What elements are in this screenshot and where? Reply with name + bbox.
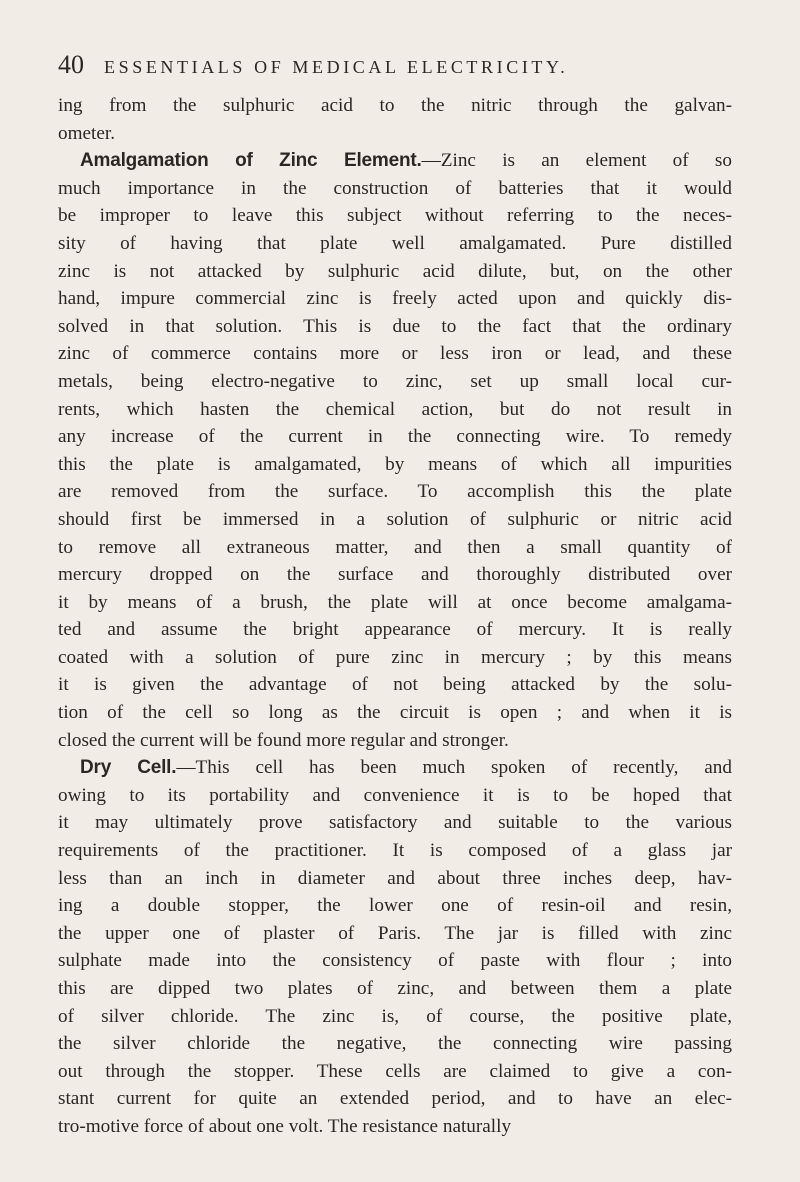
text-line <box>58 589 732 617</box>
text-line <box>58 506 732 534</box>
text-line <box>58 727 732 755</box>
line-text: —Zinc is an element of so <box>421 150 732 172</box>
line-text: the upper one of plaster of Paris. The jar is filled with zinc <box>58 922 732 944</box>
text-line <box>58 616 732 644</box>
line-text: sity of having that plate well amalgamated. Pure distilled <box>58 232 732 254</box>
line-text: —This cell has been much spoken of recently, and <box>176 757 732 779</box>
text-line <box>58 837 732 865</box>
line-text: this the plate is amalgamated, by means of which all impurities <box>58 453 732 475</box>
line-text: it by means of a brush, the plate will at once become amalgama- <box>58 591 732 613</box>
line-text: hand, impure commercial zinc is freely acted upon and quickly dis- <box>58 288 732 310</box>
line-text: ometer. <box>58 122 116 144</box>
text-line <box>58 809 732 837</box>
text-line <box>58 230 732 258</box>
text-line <box>58 1030 732 1058</box>
line-text: any increase of the current in the connecting wire. To remedy <box>58 426 732 448</box>
text-line <box>58 561 732 589</box>
text-line <box>58 1113 732 1141</box>
text-line <box>58 175 732 203</box>
line-text: coated with a solution of pure zinc in mercury ; by this means <box>58 646 732 668</box>
line-text: stant current for quite an extended period, and to have an elec- <box>58 1088 732 1110</box>
text-line <box>58 892 732 920</box>
line-text: are removed from the surface. To accomplish this the plate <box>58 481 732 503</box>
text-line <box>58 975 732 1003</box>
line-text: zinc of commerce contains more or less iron or lead, and these <box>58 343 732 365</box>
text-line <box>58 920 732 948</box>
text-line <box>58 285 732 313</box>
section-heading: Dry Cell. <box>80 757 177 779</box>
text-line <box>58 202 732 230</box>
text-line <box>58 699 732 727</box>
line-text: requirements of the practitioner. It is composed of a glass jar <box>58 840 732 862</box>
line-text: to remove all extraneous matter, and then a small quantity of <box>58 536 732 558</box>
line-text: should first be immersed in a solution of sulphuric or nitric acid <box>58 508 732 530</box>
page-header <box>58 50 748 84</box>
line-text: sulphate made into the consistency of paste with flour ; into <box>58 950 732 972</box>
text-line <box>58 147 732 175</box>
line-text: it may ultimately prove satisfactory and suitable to the various <box>58 812 732 834</box>
text-line <box>58 754 732 782</box>
line-text: tro-motive force of about one volt. The resistance naturally <box>58 1115 512 1137</box>
line-text: ted and assume the bright appearance of mercury. It is really <box>58 619 732 641</box>
line-text: ing from the sulphuric acid to the nitric through the galvan- <box>58 95 732 116</box>
text-line <box>58 1058 732 1086</box>
line-text: tion of the cell so long as the circuit is open ; and when it is <box>58 702 732 724</box>
paragraph <box>58 754 732 1140</box>
line-text: it is given the advantage of not being attacked by the solu- <box>58 674 732 696</box>
line-text: closed the current will be found more regular and stronger. <box>58 729 509 751</box>
body-text <box>58 92 732 1141</box>
text-line <box>58 451 732 479</box>
text-line <box>58 120 732 148</box>
line-text: out through the stopper. These cells are claimed to give a con- <box>58 1060 732 1082</box>
running-title: ESSENTIALS OF MEDICAL ELECTRICITY. <box>104 57 569 77</box>
text-line <box>58 782 732 810</box>
paragraph <box>58 92 732 147</box>
line-text: of silver chloride. The zinc is, of course, the positive plate, <box>58 1005 732 1027</box>
text-line <box>58 671 732 699</box>
text-line <box>58 313 732 341</box>
text-line <box>58 865 732 893</box>
text-line <box>58 258 732 286</box>
line-text: metals, being electro-negative to zinc, set up small local cur- <box>58 370 732 392</box>
line-text: solved in that solution. This is due to the fact that the ordinary <box>58 315 732 337</box>
line-text: zinc is not attacked by sulphuric acid dilute, but, on the other <box>58 260 732 282</box>
line-text: rents, which hasten the chemical action, but do not result in <box>58 398 732 420</box>
line-text: much importance in the construction of batteries that it would <box>58 177 732 199</box>
paragraph <box>58 147 732 754</box>
text-line <box>58 644 732 672</box>
text-line <box>58 92 732 120</box>
text-line <box>58 1003 732 1031</box>
page-number: 40 <box>58 50 84 79</box>
line-text: mercury dropped on the surface and thoroughly distributed over <box>58 564 732 586</box>
text-line <box>58 478 732 506</box>
section-heading: Amalgamation of Zinc Element. <box>80 150 422 172</box>
text-line <box>58 340 732 368</box>
line-text: the silver chloride the negative, the connecting wire passing <box>58 1033 732 1055</box>
line-text: less than an inch in diameter and about three inches deep, hav- <box>58 867 732 889</box>
text-line <box>58 368 732 396</box>
text-line <box>58 534 732 562</box>
line-text: this are dipped two plates of zinc, and between them a plate <box>58 978 732 999</box>
line-text: owing to its portability and convenience it is to be hoped that <box>58 784 732 806</box>
text-line <box>58 423 732 451</box>
text-line <box>58 396 732 424</box>
line-text: be improper to leave this subject without referring to the neces- <box>58 205 732 227</box>
text-line <box>58 947 732 975</box>
text-line <box>58 1085 732 1113</box>
line-text: ing a double stopper, the lower one of resin-oil and resin, <box>58 895 732 917</box>
